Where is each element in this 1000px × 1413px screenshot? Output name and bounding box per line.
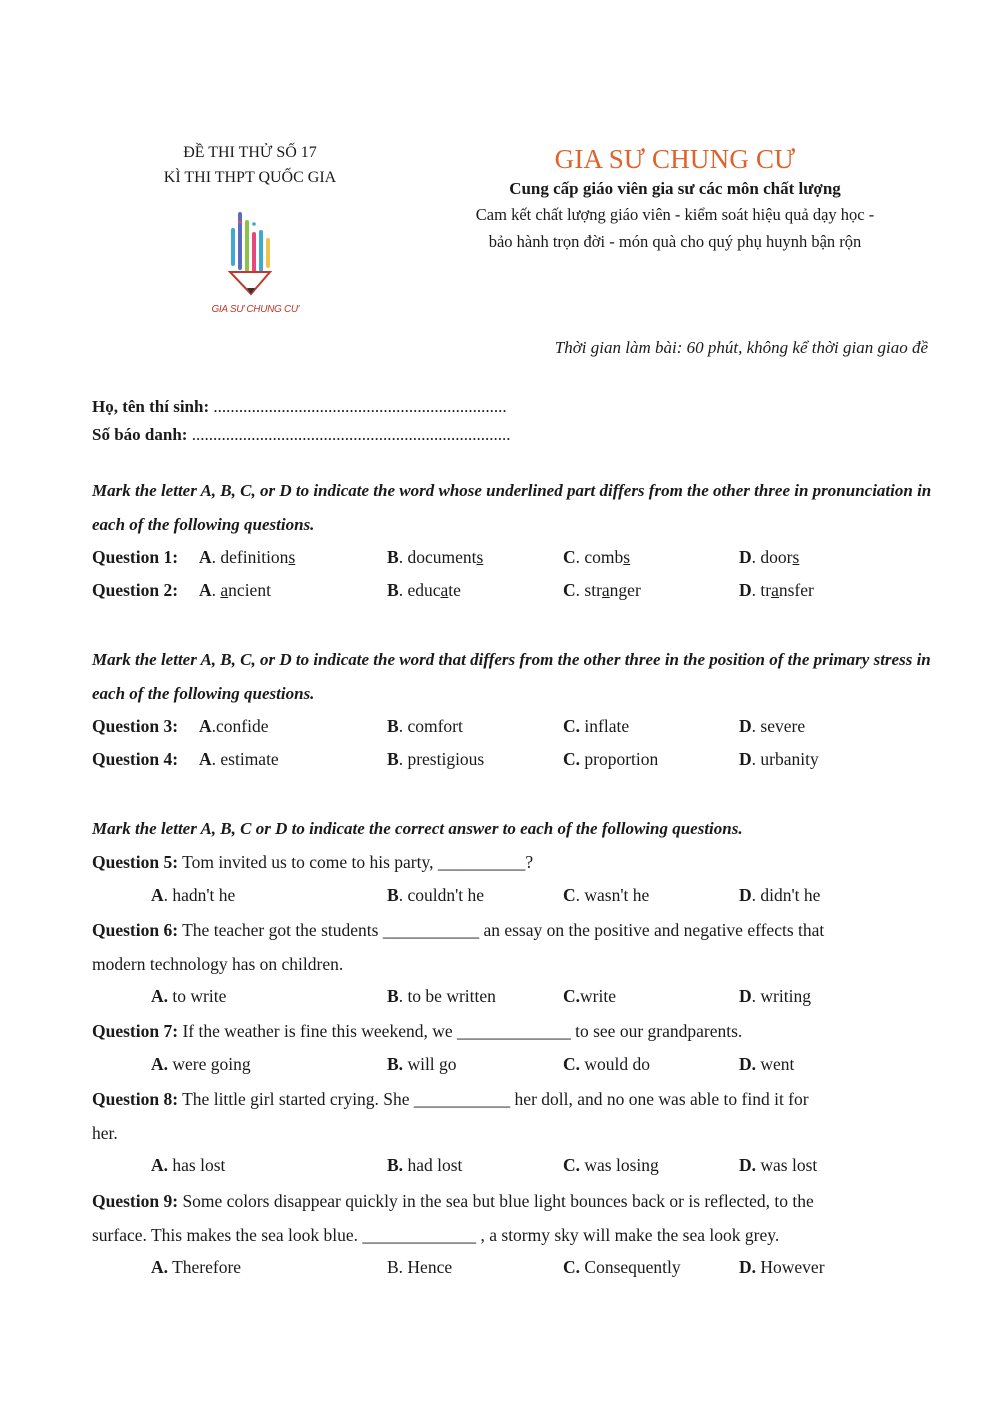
question-label: Question 7: — [92, 1021, 179, 1041]
pencil-logo-icon — [218, 208, 288, 298]
question-label: Question 5: — [92, 852, 179, 872]
option-d: D. went — [739, 1054, 795, 1074]
option-c: C.write — [563, 986, 616, 1006]
question-text: The little girl started crying. She ___________ her doll, and no one was able to find it for — [178, 1089, 809, 1109]
candidate-id-field — [92, 425, 510, 445]
exam-number: ĐỀ THI THỬ SỐ 17 — [183, 144, 317, 161]
logo-caption: GIA SƯ CHUNG CƯ — [211, 304, 299, 315]
time-note: Thời gian làm bài: 60 phút, không kể thời gian giao đề — [554, 338, 928, 357]
option-b: B. documents — [387, 547, 484, 567]
candidate-name-field — [92, 397, 507, 417]
question-text-continued: her. — [92, 1123, 118, 1143]
option-b: B. prestigious — [387, 749, 485, 769]
question-7 — [92, 1014, 932, 1048]
tagline: Cung cấp giáo viên gia sư các môn chất lượng — [509, 179, 841, 198]
option-c: C. wasn't he — [563, 885, 650, 905]
question-label: Question 4: — [92, 749, 179, 769]
question-7-options — [92, 1054, 932, 1084]
name-dots: ..................................................................... — [213, 397, 507, 416]
option-d: D. writing — [739, 986, 811, 1006]
logo — [218, 208, 288, 298]
option-d: D. However — [739, 1257, 825, 1277]
name-label: Họ, tên thí sinh: — [92, 397, 210, 416]
question-text: Tom invited us to come to his party, __________? — [178, 852, 534, 872]
question-5 — [92, 845, 932, 879]
question-label: Question 6: — [92, 920, 179, 940]
option-a: A. has lost — [151, 1155, 226, 1175]
question-text: Some colors disappear quickly in the sea but blue light bounces back or is reflected, to the — [178, 1191, 814, 1211]
question-6 — [92, 913, 932, 981]
option-c: C. Consequently — [563, 1257, 681, 1277]
option-d: D. urbanity — [739, 749, 819, 769]
brand-block — [415, 144, 935, 255]
question-5-options — [92, 885, 932, 915]
question-label: Question 8: — [92, 1089, 179, 1109]
commitment-line-1: Cam kết chất lượng giáo viên - kiểm soát hiệu quả dạy học - — [475, 205, 875, 224]
question-4 — [92, 749, 932, 779]
option-a: A.confide — [199, 716, 269, 736]
option-b: B. will go — [387, 1054, 457, 1074]
option-b: B. comfort — [387, 716, 463, 736]
option-c: C. was losing — [563, 1155, 659, 1175]
brand-title: GIA SƯ CHUNG CƯ — [554, 144, 796, 174]
option-a: A. to write — [151, 986, 227, 1006]
option-b: B. to be written — [387, 986, 496, 1006]
option-a: A. hadn't he — [151, 885, 236, 905]
question-label: Question 9: — [92, 1191, 179, 1211]
question-2 — [92, 580, 932, 610]
question-1 — [92, 547, 932, 577]
option-b: B. Hence — [387, 1257, 453, 1277]
option-c: C. combs — [563, 547, 631, 567]
option-c: C. proportion — [563, 749, 659, 769]
question-text: The teacher got the students ___________ an essay on the positive and negative effects that — [178, 920, 825, 940]
section2-instruction: Mark the letter A, B, C, or D to indicate the word that differs from the other three in the position of the primary stress in each of the following questions. — [92, 650, 931, 703]
option-b: B. educate — [387, 580, 461, 600]
option-d: D. didn't he — [739, 885, 821, 905]
question-6-options — [92, 986, 932, 1016]
option-b: B. couldn't he — [387, 885, 484, 905]
question-label: Question 3: — [92, 716, 179, 736]
question-9 — [92, 1184, 932, 1252]
exam-name: KÌ THI THPT QUỐC GIA — [163, 169, 337, 186]
option-c: C. would do — [563, 1054, 651, 1074]
question-3 — [92, 716, 932, 746]
section1-instruction: Mark the letter A, B, C, or D to indicate the word whose underlined part differs from the other three in pronunciation in each of the following questions. — [92, 481, 932, 534]
option-a: A. estimate — [199, 749, 279, 769]
question-8 — [92, 1082, 932, 1150]
question-8-options — [92, 1155, 932, 1185]
option-c: C. stranger — [563, 580, 641, 600]
option-b: B. had lost — [387, 1155, 463, 1175]
option-a: A. Therefore — [151, 1257, 242, 1277]
question-label: Question 1: — [92, 547, 179, 567]
section3-instruction: Mark the letter A, B, C or D to indicate the correct answer to each of the following questions. — [92, 819, 743, 838]
id-label: Số báo danh: — [92, 425, 188, 444]
option-a: A. ancient — [199, 580, 271, 600]
commitment-line-2: bảo hành trọn đời - món quà cho quý phụ huynh bận rộn — [488, 232, 862, 251]
question-text: If the weather is fine this weekend, we _____________ to see our grandparents. — [178, 1021, 743, 1041]
option-d: D. transfer — [739, 580, 814, 600]
exam-header — [150, 140, 350, 190]
option-d: D. doors — [739, 547, 800, 567]
option-a: A. were going — [151, 1054, 251, 1074]
option-c: C. inflate — [563, 716, 630, 736]
option-a: A. definitions — [199, 547, 296, 567]
question-text-continued: surface. This makes the sea look blue. _____________ , a stormy sky will make the sea look grey. — [92, 1225, 780, 1245]
option-d: D. was lost — [739, 1155, 818, 1175]
id-dots: ........................................................................... — [191, 425, 511, 444]
option-d: D. severe — [739, 716, 806, 736]
question-label: Question 2: — [92, 580, 179, 600]
question-9-options — [92, 1257, 932, 1287]
question-text-continued: modern technology has on children. — [92, 954, 344, 974]
